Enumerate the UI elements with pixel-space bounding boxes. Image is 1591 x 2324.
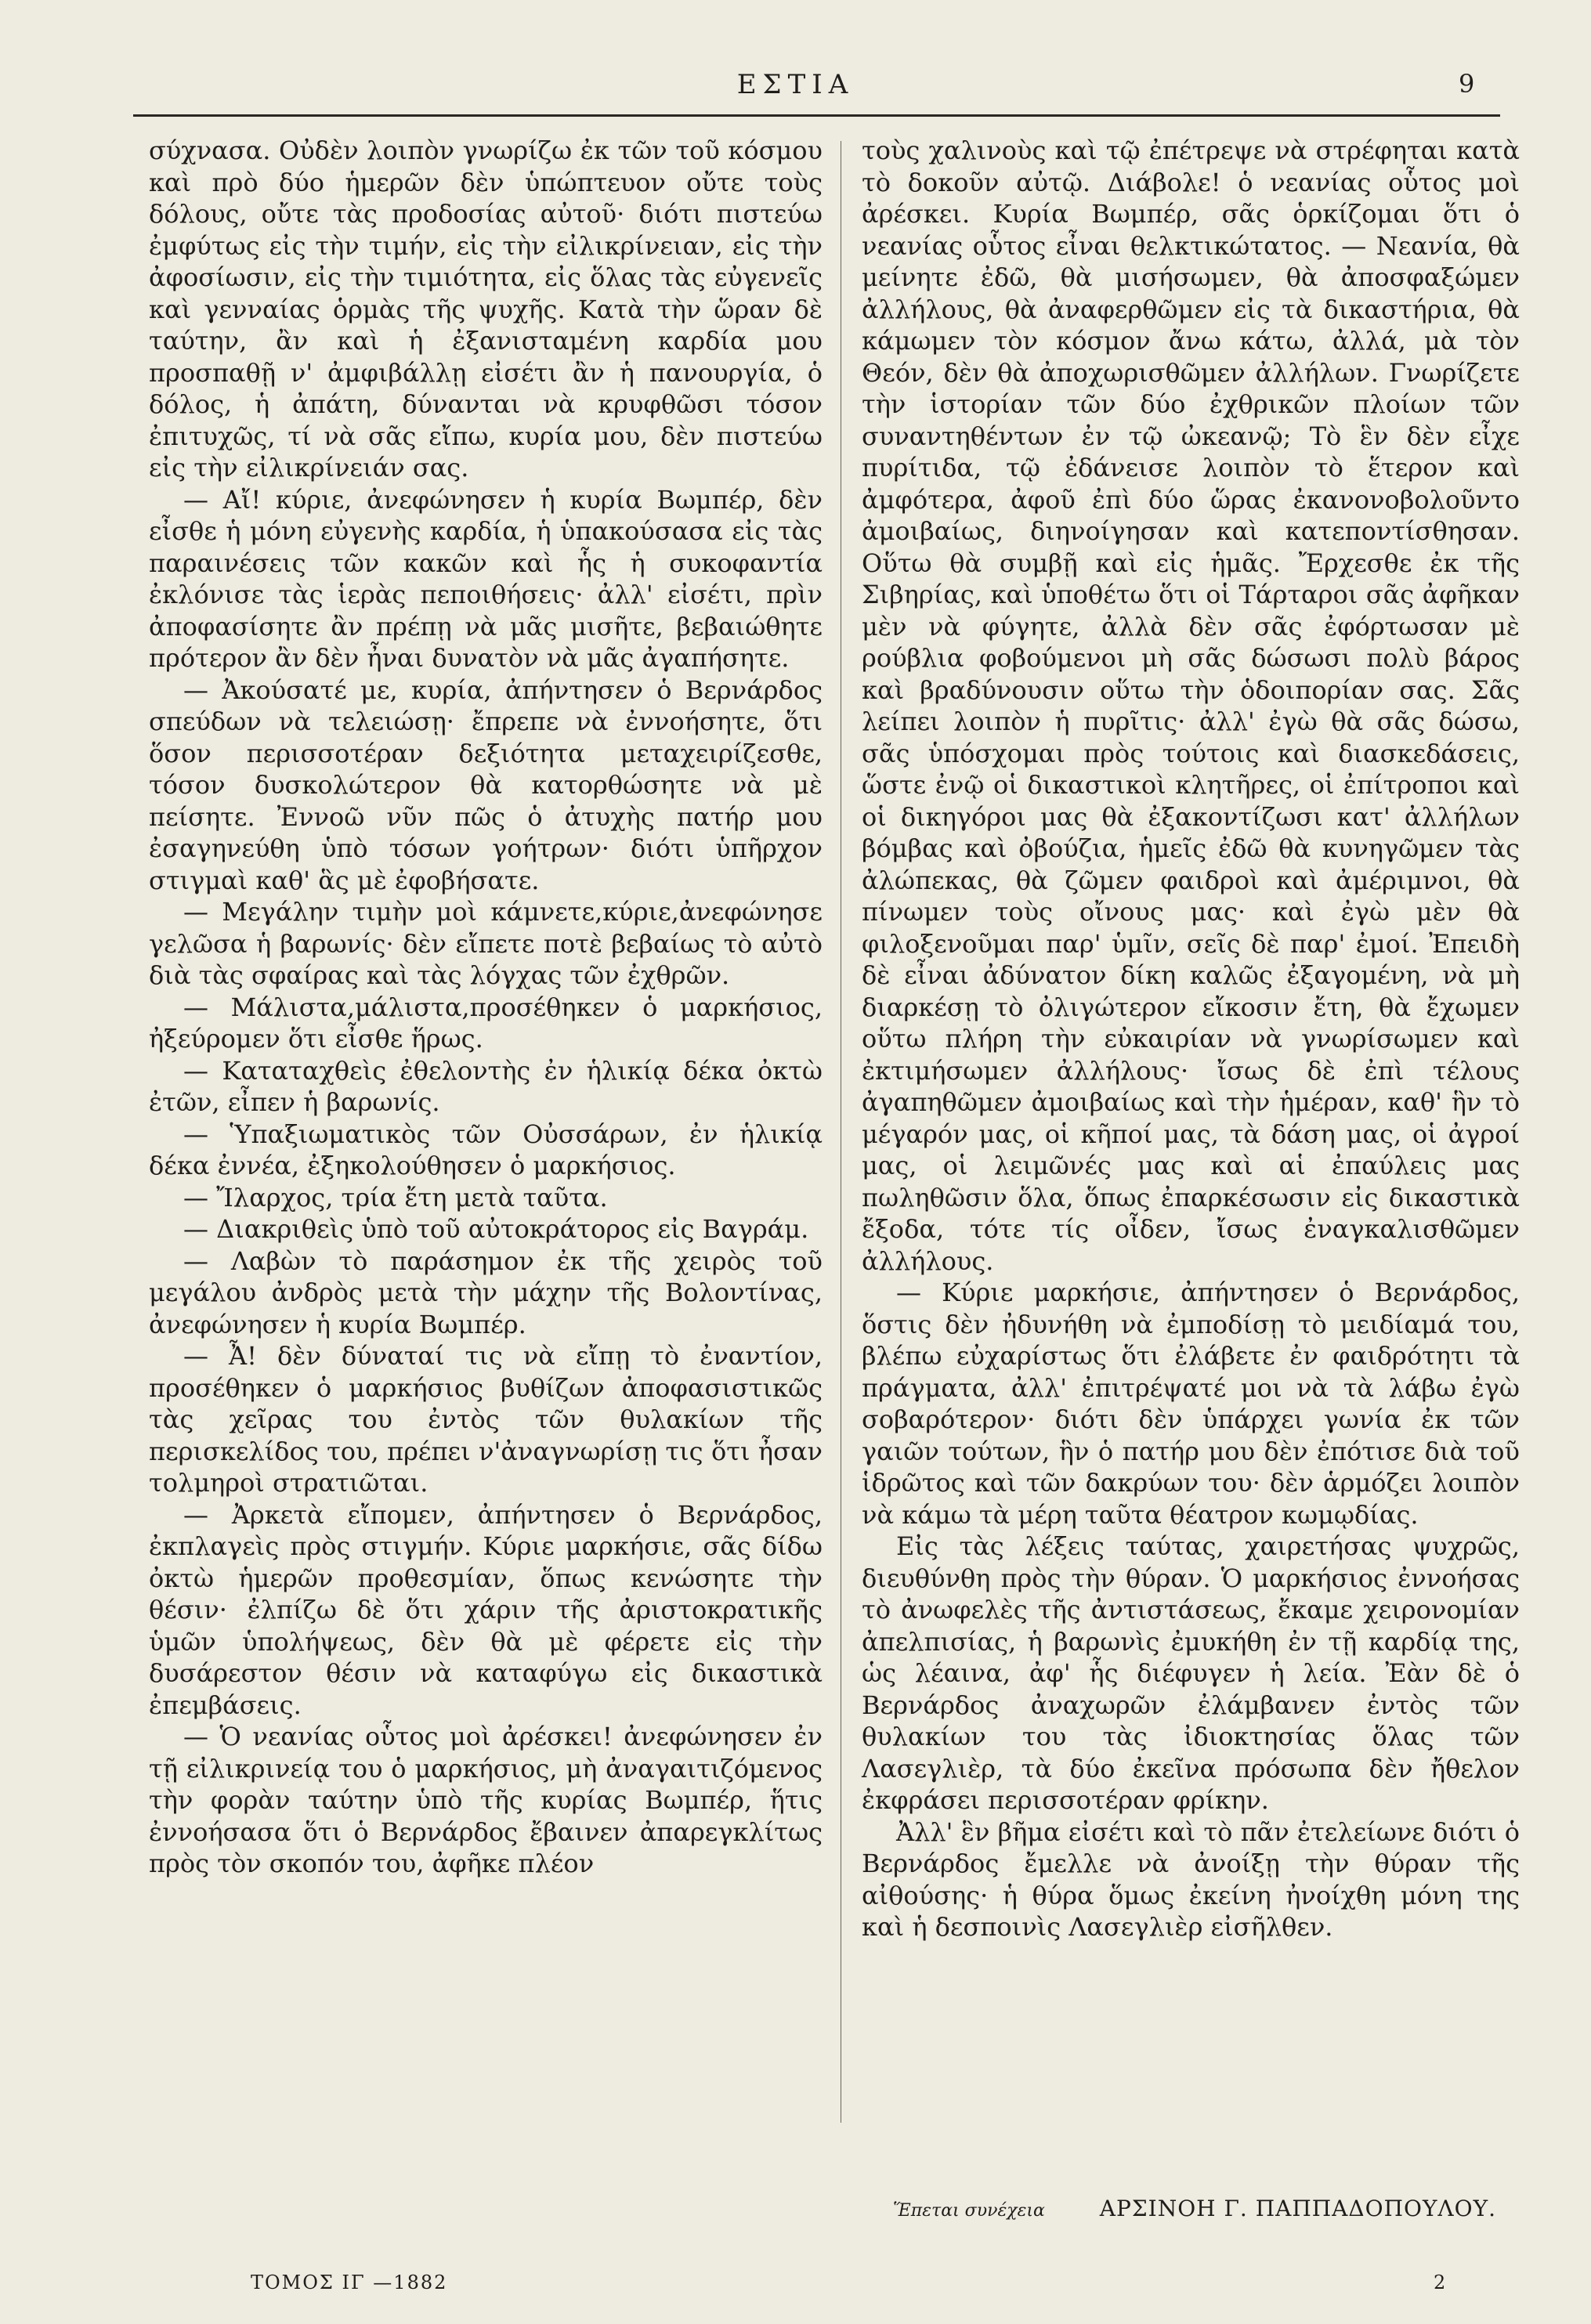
paragraph: σύχνασα. Οὐδὲν λοιπὸν γνωρίζω ἐκ τῶν τοῦ κόσμου καὶ πρὸ δύο ἡμερῶν δὲν ὑπώπτευον οὔτε τοὺς δόλους, οὔτε τὰς προδοσίας αὐτοῦ· διότι πιστεύω ἐμφύτως εἰς τὴν τιμήν, εἰς τὴν εἰλικρίνειαν, εἰς τὴν ἀφοσίωσιν, εἰς τὴν τιμιότητα, εἰς ὅλας τὰς εὐγενεῖς καὶ γενναίας ὁρμὰς τῆς ψυχῆς. Κατὰ τὴν ὥραν δὲ ταύτην, ἂν καὶ ἡ ἐξανισταμένη καρδία μου προσπαθῇ ν' ἀμφιβάλλῃ εἰσέτι ἂν ἡ πανουργία, ὁ δόλος, ἡ ἀπάτη, δύνανται νὰ κρυφθῶσι τόσον ἐπιτυχῶς, τί νὰ σᾶς εἴπω, κυρία μου, δὲν πιστεύω εἰς τὴν εἰλικρίνειάν σας. bbox=[149, 136, 823, 483]
author-name: ΑΡΣΙΝΟΗ Γ. ΠΑΠΠΑΔΟΠΟΥΛΟΥ. bbox=[1099, 2196, 1496, 2221]
paragraph: — Ἀρκετὰ εἴπομεν, ἀπήντησεν ὁ Βερνάρδος, ἐκπλαγεὶς πρὸς στιγμήν. Κύριε μαρκήσιε, σᾶς δίδω ὀκτὼ ἡμερῶν προθεσμίαν, ὅπως κενώσητε τὴν θέσιν· ἐλπίζω δὲ ὅτι χάριν τῆς ἀριστοκρατικῆς ὑμῶν ὑπολήψεως, δὲν θὰ μὲ φέρετε εἰς τὴν δυσάρεστον θέσιν νὰ καταφύγω εἰς δικαστικὰ ἐπεμβάσεις. bbox=[149, 1499, 823, 1720]
volume-footer: ΤΟΜΟΣ ΙΓ —1882 bbox=[251, 2272, 448, 2293]
paragraph: Εἰς τὰς λέξεις ταύτας, χαιρετήσας ψυχρῶς, διευθύνθη πρὸς τὴν θύραν. Ὁ μαρκήσιος ἐννοήσας τὸ ἀνωφελὲς τῆς ἀντιστάσεως, ἔκαμε χειρονομίαν ἀπελπισίας, ἡ βαρωνὶς ἐμυκήθη ἐν τῇ καρδίᾳ της, ὡς λέαινα, ἀφ' ἧς διέφυγεν ἡ λεία. Ἐὰν δὲ ὁ Βερνάρδος ἀναχωρῶν ἐλάμβανεν ἐντὸς τῶν θυλακίων του τὰς ἰδιοκτησίας ὅλας τῶν Λασεγλιὲρ, τὰ δύο ἐκεῖνα πρόσωπα δὲν ἤθελον ἐκφράσει περισσοτέραν φρίκην. bbox=[862, 1531, 1520, 1815]
page-number: 9 bbox=[1459, 69, 1475, 99]
paragraph: — Ἀκούσατέ με, κυρία, ἀπήντησεν ὁ Βερνάρδος σπεύδων νὰ τελειώσῃ· ἔπρεπε νὰ ἐννοήσητε, ὅτι ὅσον περισσοτέραν δεξιότητα μεταχειρίζεσθε, τόσον δυσκολώτερον θὰ κατορθώσητε νὰ μὲ πείσητε. Ἐννοῶ νῦν πῶς ὁ ἀτυχὴς πατήρ μου ἐσαγηνεύθη ὑπὸ τόσων γοήτρων· διότι ὑπῆρχον στιγμαὶ καθ' ἃς μὲ ἐφοβήσατε. bbox=[149, 674, 823, 895]
paragraph: — Αἴ! κύριε, ἀνεφώνησεν ἡ κυρία Βωμπέρ, δὲν εἶσθε ἡ μόνη εὐγενὴς καρδία, ἡ ὑπακούσασα εἰς τὰς παραινέσεις τῶν κακῶν καὶ ἧς ἡ συκοφαντία ἐκλόνισε τὰς ἱερὰς πεποιθήσεις· ἀλλ' εἰσέτι, πρὶν ἀποφασίσητε ἂν πρέπῃ νὰ μᾶς μισῆτε, βεβαιώθητε πρότερον ἂν δὲν ἦναι δυνατὸν νὰ μᾶς ἀγαπήσητε. bbox=[149, 484, 823, 673]
paragraph: τοὺς χαλινοὺς καὶ τῷ ἐπέτρεψε νὰ στρέφηται κατὰ τὸ δοκοῦν αὐτῷ. Διάβολε! ὁ νεανίας οὗτος μοὶ ἀρέσκει. Κυρία Βωμπέρ, σᾶς ὁρκίζομαι ὅτι ὁ νεανίας οὗτος εἶναι θελκτικώτατος. — Νεανία, θὰ μείνητε ἐδῶ, θὰ μισήσωμεν, θὰ ἀποσφαξώμεν ἀλλήλους, θὰ ἀναφερθῶμεν εἰς τὰ δικαστήρια, θὰ κάμωμεν τὸν κόσμον ἄνω κάτω, ἀλλά, μὰ τὸν Θεόν, δὲν θὰ ἀποχωρισθῶμεν ἀλλήλων. Γνωρίζετε τὴν ἱστορίαν τῶν δύο ἐχθρικῶν πλοίων τῶν συναντηθέντων ἐν τῷ ὠκεανῷ; Τὸ ἓν δὲν εἶχε πυρίτιδα, τῷ ἐδάνεισε λοιπὸν τὸ ἕτερον καὶ ἀμφότερα, ἀφοῦ ἐπὶ δύο ὥρας ἐκανονοβολοῦντο ἀμοιβαίως, διηνοίγησαν καὶ κατεποντίσθησαν. Οὕτω θὰ συμβῇ καὶ εἰς ἡμᾶς. Ἔρχεσθε ἐκ τῆς Σιβηρίας, καὶ ὑποθέτω ὅτι οἱ Τάρταροι σᾶς ἀφῆκαν μὲν νὰ φύγητε, ἀλλὰ δὲν σᾶς ἐφόρτωσαν μὲ ρούβλια φοβούμενοι μὴ σᾶς δώσωσι πολὺ βάρος καὶ βραδύνουσιν οὕτω τὴν ὁδοιπορίαν σας. Σᾶς λείπει λοιπὸν ἡ πυρῖτις· ἀλλ' ἐγὼ θὰ σᾶς δώσω, σᾶς ὑπόσχομαι πρὸς τούτοις καὶ διασκεδάσεις, ὥστε ἐνῷ οἱ δικαστικοὶ κλητῆρες, οἱ ἐπίτροποι καὶ οἱ δικηγόροι μας θὰ ἐξακοντίζωσι κατ' ἀλλήλων βόμβας καὶ ὀβούζια, ἡμεῖς ἐδῶ θὰ κυνηγῶμεν τὰς ἀλώπεκας, θὰ ζῶμεν φαιδροὶ καὶ ἀμέριμνοι, θὰ πίνωμεν τοὺς οἴνους μας· καὶ ἐγὼ μὲν θὰ φιλοξενοῦμαι παρ' ὑμῖν, σεῖς δὲ παρ' ἐμοί. Ἐπειδὴ δὲ εἶναι ἀδύνατον δίκη καλῶς ἐξαγομένη, νὰ μὴ διαρκέσῃ τὸ ὀλιγώτερον εἴκοσιν ἔτη, θὰ ἔχωμεν οὕτω πλήρη τὴν εὐκαιρίαν νὰ γνωρίσωμεν καὶ ἐκτιμήσωμεν ἀλλήλους· ἴσως δὲ ἐπὶ τέλους ἀγαπηθῶμεν ἀμοιβαίως καὶ τὴν ἡμέραν, καθ' ἣν τὸ μέγαρόν μας, οἱ κῆποί μας, τὰ δάση μας, οἱ ἀγροί μας, οἱ λειμῶνές μας καὶ αἱ ἐπαύλεις μας πωληθῶσιν ὅλα, ὅπως ἐπαρκέσωσιν εἰς δικαστικὰ ἔξοδα, τότε τίς οἶδεν, ἴσως ἐναγκαλισθῶμεν ἀλλήλους. bbox=[862, 136, 1520, 1276]
signature-mark: 2 bbox=[1434, 2272, 1446, 2293]
article-signature bbox=[862, 2196, 1520, 2221]
continued-note: Ἕπεται συνέχεια bbox=[893, 2201, 1045, 2221]
paragraph: — Ὑπαξιωματικὸς τῶν Οὐσσάρων, ἐν ἡλικίᾳ δέκα ἐννέα, ἐξηκολούθησεν ὁ μαρκήσιος. bbox=[149, 1119, 823, 1180]
paragraph: — Ἴλαρχος, τρία ἔτη μετὰ ταῦτα. bbox=[183, 1182, 608, 1213]
paragraph: — Ὁ νεανίας οὗτος μοὶ ἀρέσκει! ἀνεφώνησεν ἐν τῇ εἰλικρινείᾳ του ὁ μαρκήσιος, μὴ ἀναγαιτιζόμενος τὴν φορὰν ταύτην ὑπὸ τῆς κυρίας Βωμπέρ, ἥτις ἐννοήσασα ὅτι ὁ Βερνάρδος ἔβαινεν ἀπαρεγκλίτως πρὸς τὸν σκοπόν του, ἀφῆκε πλέον bbox=[149, 1722, 823, 1878]
header-rule bbox=[133, 114, 1500, 117]
right-column bbox=[862, 135, 1520, 1943]
page-header-title: ΕΣΤΙΑ bbox=[736, 69, 855, 100]
paragraph: — Καταταχθεὶς ἐθελοντὴς ἐν ἡλικίᾳ δέκα ὀκτὼ ἐτῶν, εἶπεν ἡ βαρωνίς. bbox=[149, 1055, 823, 1117]
left-column bbox=[149, 135, 823, 1880]
paragraph: Ἀλλ' ἓν βῆμα εἰσέτι καὶ τὸ πᾶν ἐτελείωνε διότι ὁ Βερνάρδος ἔμελλε νὰ ἀνοίξῃ τὴν θύραν τῆς αἰθούσης· ἡ θύρα ὅμως ἐκείνη ἠνοίχθη μόνη της καὶ ἡ δεσποινὶς Λασεγλιὲρ εἰσῆλθεν. bbox=[862, 1816, 1520, 1942]
paragraph: — Ἆ! δὲν δύναταί τις νὰ εἴπῃ τὸ ἐναντίον, προσέθηκεν ὁ μαρκήσιος βυθίζων ἀποφασιστικῶς τὰς χεῖρας του ἐντὸς τῶν θυλακίων τῆς περισκελίδος του, πρέπει ν'ἀναγνωρίσῃ τις ὅτι ἦσαν τολμηροὶ στρατιῶται. bbox=[149, 1341, 823, 1498]
paragraph: — Μάλιστα,μάλιστα,προσέθηκεν ὁ μαρκήσιος, ἠξεύρομεν ὅτι εἶσθε ἥρως. bbox=[149, 992, 823, 1054]
paragraph: — Διακριθεὶς ὑπὸ τοῦ αὐτοκράτορος εἰς Βαγράμ. bbox=[183, 1214, 809, 1244]
paragraph: — Λαβὼν τὸ παράσημον ἐκ τῆς χειρὸς τοῦ μεγάλου ἀνδρὸς μετὰ τὴν μάχην τῆς Βολοντίνας, ἀνεφώνησεν ἡ κυρία Βωμπέρ. bbox=[149, 1245, 823, 1339]
paragraph: — Κύριε μαρκήσιε, ἀπήντησεν ὁ Βερνάρδος, ὅστις δὲν ἠδυνήθη νὰ ἐμποδίσῃ τὸ μειδίαμά του, βλέπω εὐχαρίστως ὅτι ἐλάβετε ἐν φαιδρότητι τὰ πράγματα, ἀλλ' ἐπιτρέψατέ μοι νὰ τὰ λάβω ἐγὼ σοβαρότερον· διότι δὲν ὑπάρχει γωνία ἐκ τῶν γαιῶν τούτων, ἣν ὁ πατήρ μου δὲν ἐπότισε διὰ τοῦ ἱδρῶτος καὶ τῶν δακρύων του· δὲν ἁρμόζει λοιπὸν νὰ κάμω τὰ μέρη ταῦτα θέατρον κωμῳδίας. bbox=[862, 1278, 1520, 1530]
paragraph: — Μεγάλην τιμὴν μοὶ κάμνετε,κύριε,ἀνεφώνησε γελῶσα ἡ βαρωνίς· δὲν εἴπετε ποτὲ βεβαίως τὸ αὐτὸ διὰ τὰς σφαίρας καὶ τὰς λόγχας τῶν ἐχθρῶν. bbox=[149, 897, 823, 990]
